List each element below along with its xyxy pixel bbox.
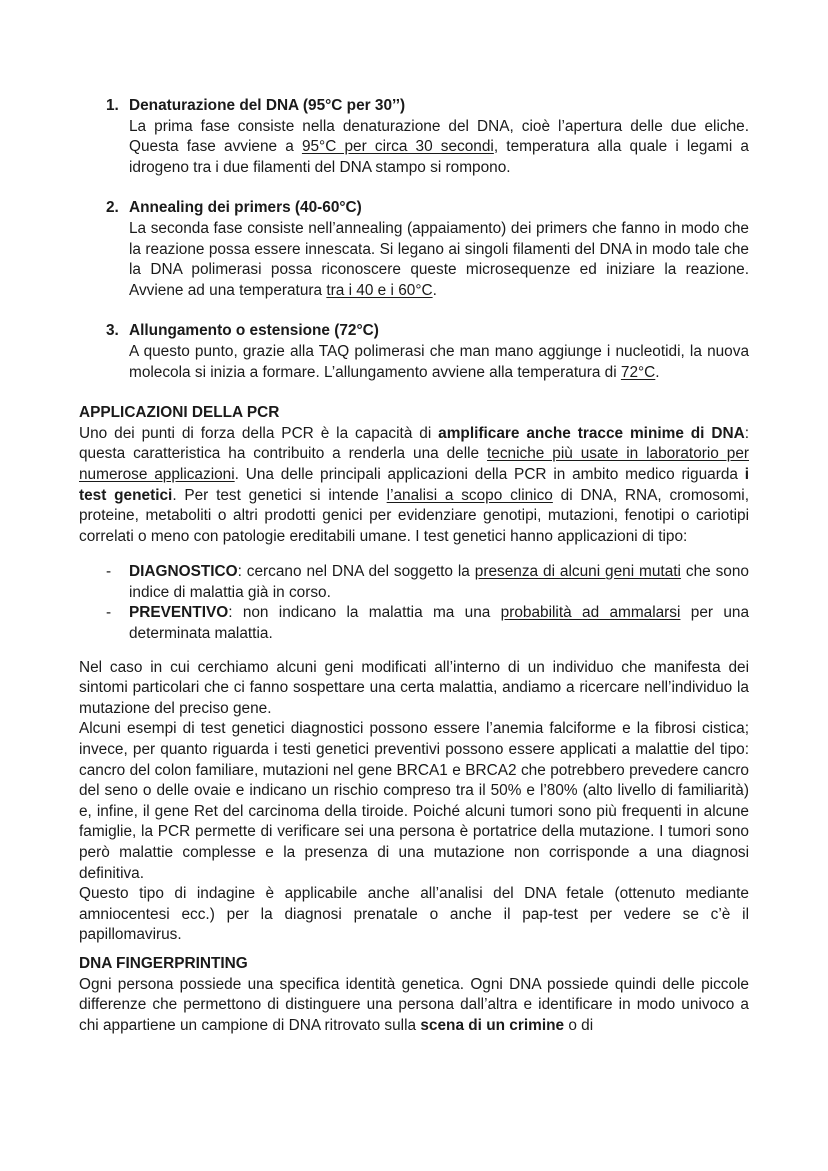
paragraph: Uno dei punti di forza della PCR è la capacità di amplificare anche tracce minime di DNA: questa caratteristica ha contribuito a renderla una delle tecniche più usate in laboratorio per numerose applicazioni. Una delle principali applicazioni della PCR in ambito medico riguarda i test genetici. Per test genetici si intende l’analisi a scopo clinico di DNA, RNA, cromosomi, proteine, metaboliti o altri prodotti genici per evidenziare genotipi, mutazioni, fenotipi o cariotipi correlati o meno con patologie ereditabili umane. I test genetici hanno applicazioni di tipo: [79, 424, 750, 545]
underlined-text: presenza di alcuni geni mutati [474, 563, 681, 581]
underlined-text: probabilità ad ammalarsi [500, 604, 681, 622]
paragraph: Nel caso in cui cerchiamo alcuni geni modificati all’interno di un individuo che manifesta dei sintomi particolari che ci fanno sospettare una certa malattia, andiamo a ricercare nell’individuo la mutazione del preciso gene. [79, 658, 749, 717]
step-body: La prima fase consiste nella denaturazione del DNA, cioè l’apertura delle due eliche. Questa fase avviene a 95°C per circa 30 secondi, temperatura alla quale i legami a idrogeno tra i due filamenti del DNA stampo si rompono. [129, 117, 749, 176]
step-title: Annealing dei primers (40-60°C) [129, 199, 362, 217]
section-heading: APPLICAZIONI DELLA PCR [79, 404, 280, 422]
paragraph: Alcuni esempi di test genetici diagnostici possono essere l’anemia falciforme e la fibrosi cistica; invece, per quanto riguarda i testi genetici preventivi possono essere applicati a malattie del tipo: cancro del colon familiare, mutazioni nel gene BRCA1 e BRCA2 che potrebbero prevedere cancro del seno o delle ovaie e indicano un rischio compreso tra il 50% e l’80% (alto livello di familiarità) e, infine, il gene Ret del carcinoma della tiroide. Poiché alcuni tumori sono più frequenti in alcune famiglie, la PCR permette di verificare sei una persona è portatrice della mutazione. I tumori sono però malattie complesse e la presenza di una mutazione non corrisponde a una diagnosi definitiva. [79, 720, 749, 882]
step-title: Allungamento o estensione (72°C) [129, 322, 379, 340]
underlined-text: tra i 40 e i 60°C [326, 281, 433, 299]
dash-bullet: - [106, 563, 112, 581]
test-types-list [79, 562, 749, 644]
underlined-text: l’analisi a scopo clinico [386, 486, 553, 504]
paragraph: Questo tipo di indagine è applicabile anche all’analisi del DNA fetale (ottenuto mediante amniocentesi ecc.) per la diagnosi prenatale o anche il pap-test per vedere se c’è il papillomavirus. [79, 885, 749, 944]
step-title: Denaturazione del DNA (95°C per 30’’) [129, 97, 406, 114]
underlined-text: tecniche più usate in laboratorio per numerose applicazioni [79, 445, 750, 483]
pcr-applications-section [79, 403, 749, 946]
list-item: - DIAGNOSTICO: cercano nel DNA del soggetto la presenza di alcuni geni mutati che sono indice di malattia già in corso. [106, 563, 749, 601]
document-page [79, 96, 749, 1036]
dna-fingerprinting-section [79, 954, 749, 1036]
underlined-text: 95°C per circa 30 secondi [301, 138, 494, 156]
step-item-2 [79, 198, 749, 301]
step-item-3 [79, 321, 749, 383]
step-number: 1. [106, 97, 119, 114]
underlined-text: 72°C [620, 363, 656, 381]
step-body: A questo punto, grazie alla TAQ polimerasi che man mano aggiunge i nucleotidi, la nuova molecola si inizia a formare. L’allungamento avviene alla temperatura di 72°C. [129, 342, 749, 381]
paragraph: Ogni persona possiede una specifica identità genetica. Ogni DNA possiede quindi delle piccole differenze che permettono di distinguere una persona dall’altra e identificare in modo univoco a chi appartiene un campione di DNA ritrovato sulla scena di un crimine o di [79, 975, 749, 1034]
step-number: 3. [106, 322, 119, 340]
step-item-1 [79, 96, 749, 178]
section-heading: DNA FINGERPRINTING [79, 954, 248, 972]
dash-bullet: - [106, 604, 112, 622]
list-item: - PREVENTIVO: non indicano la malattia ma una probabilità ad ammalarsi per una determinata malattia. [106, 604, 749, 643]
step-body: La seconda fase consiste nell’annealing (appaiamento) dei primers che fanno in modo che la reazione possa essere innescata. Si legano ai singoli filamenti del DNA in modo tale che la DNA polimerasi possa riconoscere queste microsequenze ed iniziare la reazione. Avviene ad una temperatura tra i 40 e i 60°C. [129, 219, 749, 299]
step-number: 2. [106, 199, 119, 217]
